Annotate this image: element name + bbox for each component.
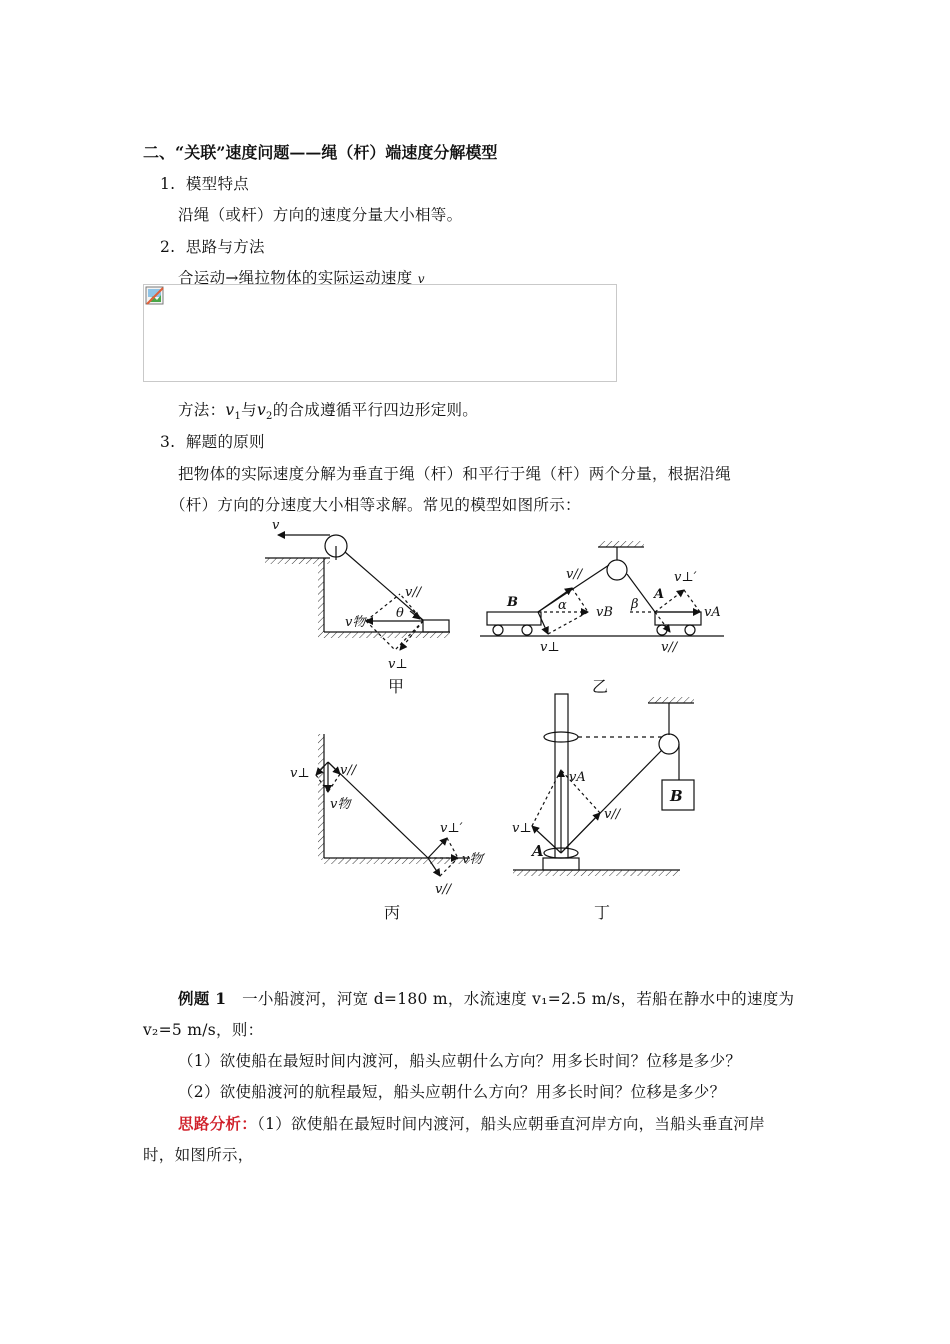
- example-1-question-2: （2）欲使船渡河的航程最短，船头应朝什么方向？用多长时间？位移是多少？: [178, 1083, 726, 1101]
- item-1-body: 沿绳（或杆）方向的速度分量大小相等。: [178, 206, 463, 224]
- label-bing: 丙: [384, 903, 401, 922]
- analysis-label: 思路分析：: [178, 1114, 258, 1133]
- method-v1-sub: 1: [234, 411, 242, 423]
- bing-vperp-prime-label: v⊥′: [440, 821, 463, 836]
- yi-beta-label: β: [631, 597, 639, 612]
- bing-vwu-prime-label: v物′: [462, 852, 486, 867]
- analysis-text1: （1）欲使船在最短时间内渡河，船头应朝垂直河岸方向，当船头垂直河岸: [257, 1115, 766, 1133]
- method-v1: v: [225, 401, 235, 419]
- item-3-body-line1: 把物体的实际速度分解为垂直于绳（杆）和平行于绳（杆）两个分量，根据沿绳: [178, 465, 732, 483]
- item-2-number: 2.: [160, 238, 176, 256]
- yi-vperp-label: v⊥: [540, 640, 560, 655]
- example-1-line1: [178, 987, 794, 1009]
- method-suffix: 的合成遵循平行四边形定则。: [272, 401, 479, 419]
- item-2-label: 思路与方法: [185, 238, 265, 256]
- analysis-line2: 时，如图所示，: [143, 1146, 254, 1164]
- yi-vB-label: vB: [596, 605, 613, 620]
- section-title: 二、“关联”速度问题——绳（杆）端速度分解模型: [143, 143, 498, 162]
- diagram-ding-labels: [512, 770, 683, 922]
- bing-vpar-label: v//: [340, 763, 357, 778]
- yi-alpha-label: α: [558, 598, 567, 613]
- method-prefix: 方法：: [178, 401, 226, 419]
- bing-vwu-label: v物: [330, 797, 351, 812]
- diagram-yi-labels: [506, 567, 721, 696]
- ding-vpar-label: v//: [604, 807, 621, 822]
- diagram-jia: [265, 535, 450, 650]
- item-1-number: 1.: [160, 175, 176, 193]
- yi-A-label: A: [654, 587, 665, 602]
- bing-vpar2-label: v//: [435, 882, 452, 897]
- yi-vA-label: vA: [704, 605, 721, 620]
- item-2-velocity-symbol: v: [417, 272, 425, 286]
- item-3-label: 解题的原则: [185, 433, 265, 451]
- item-3-body-line2: （杆）方向的分速度大小相等求解。常见的模型如图所示：: [170, 496, 581, 514]
- label-yi: 乙: [592, 677, 609, 696]
- jia-v-label: v: [272, 518, 280, 533]
- yi-vpar2-label: v//: [661, 640, 678, 655]
- example-1-line2: v₂=5 m/s，则：: [143, 1021, 264, 1039]
- bing-vperp-label: v⊥: [290, 766, 310, 781]
- jia-vperp-label: v⊥: [388, 657, 408, 672]
- item-2-body-text: 合运动→绳拉物体的实际运动速度: [178, 269, 413, 287]
- example-1-text1: 一小船渡河，河宽 d=180 m，水流速度 v₁=2.5 m/s，若船在静水中的速度为: [242, 990, 795, 1008]
- example-1-label: 例题 1: [178, 989, 227, 1008]
- method-mid: 与: [241, 401, 257, 419]
- ding-B-label: B: [670, 787, 683, 805]
- yi-B-label: B: [507, 595, 518, 610]
- diagram-yi: [480, 541, 724, 636]
- example-1-question-1: （1）欲使船在最短时间内渡河，船头应朝什么方向？用多长时间？位移是多少？: [178, 1052, 742, 1070]
- item-3-number: 3.: [160, 433, 176, 451]
- label-ding: 丁: [594, 903, 611, 922]
- jia-vwu-label: v物: [345, 615, 366, 630]
- label-jia: 甲: [388, 677, 405, 696]
- yi-vpar-label: v//: [566, 567, 583, 582]
- analysis-line1: [178, 1112, 765, 1134]
- jia-vpar-label: v//: [405, 585, 422, 600]
- method-v2-sub: 2: [266, 411, 273, 423]
- method-v2: v: [256, 401, 267, 419]
- item-1-label: 模型特点: [185, 175, 250, 193]
- ding-A-label: A: [532, 842, 544, 860]
- ding-vperp-label: v⊥: [512, 821, 532, 836]
- jia-theta-label: θ: [396, 606, 404, 621]
- ding-vA-label: vA: [569, 770, 586, 785]
- yi-vperp-prime-label: v⊥′: [674, 570, 697, 585]
